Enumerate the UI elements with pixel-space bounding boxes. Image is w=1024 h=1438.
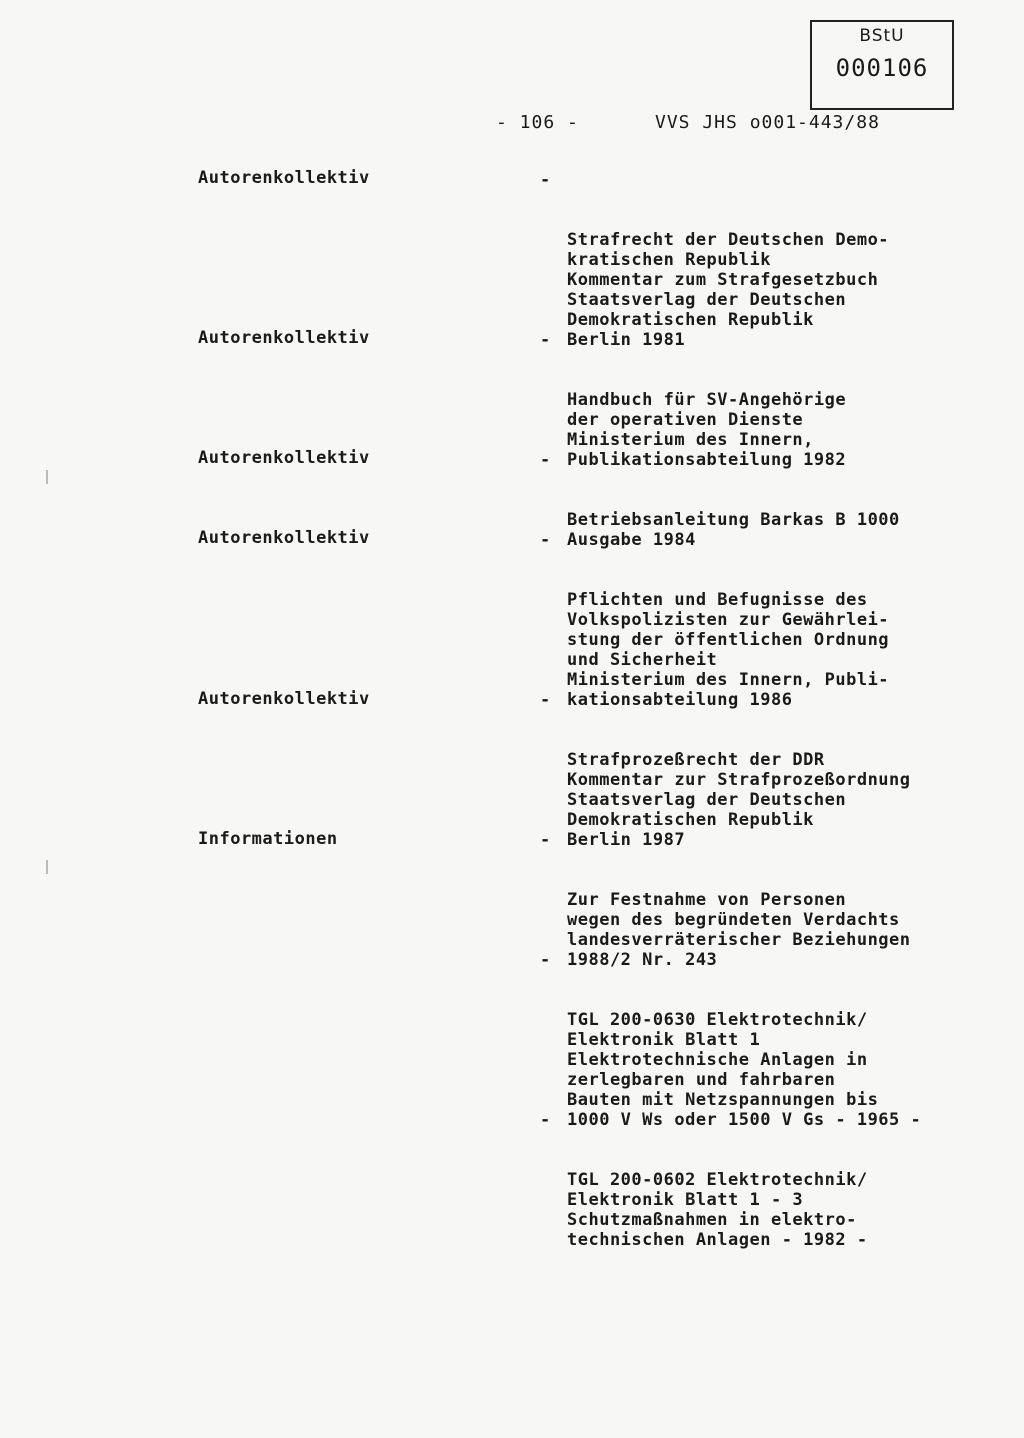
stamp-label: BStU (859, 26, 905, 46)
bibliography-text: Strafrecht der Deutschen Demo- kratischen Republik Kommentar zum Strafgesetzbuch Staatsverlag der Deutschen Demokratischen Republik Berlin 1981 (567, 230, 890, 350)
bibliography-author: Autorenkollektiv (198, 448, 370, 468)
entry-dash: - (540, 450, 551, 470)
bibliography-text: TGL 200-0630 Elektrotechnik/ Elektronik Blatt 1 Elektrotechnische Anlagen in zerlegbaren und fahrbaren Bauten mit Netzspannungen bis 1000 V Ws oder 1500 V Gs - 1965 - (567, 1010, 922, 1130)
margin-mark (46, 860, 48, 874)
bibliography-author: Autorenkollektiv (198, 328, 370, 348)
page-number: - 106 - (496, 112, 579, 133)
bibliography-text: Zur Festnahme von Personen wegen des begründeten Verdachts landesverräterischer Beziehungen 1988/2 Nr. 243 (567, 890, 911, 970)
bibliography-text: Handbuch für SV-Angehörige der operativen Dienste Ministerium des Innern, Publikationsabteilung 1982 (567, 390, 847, 470)
bibliography-author: Autorenkollektiv (198, 168, 370, 188)
archive-stamp (810, 20, 954, 110)
bibliography-entry (540, 1110, 868, 1270)
entry-dash: - (540, 1110, 551, 1130)
bibliography-author: Autorenkollektiv (198, 528, 370, 548)
document-reference: VVS JHS o001-443/88 (655, 112, 880, 133)
bibliography-text: Pflichten und Befugnisse des Volkspolizisten zur Gewährlei- stung der öffentlichen Ordnung und Sicherheit Ministerium des Innern, Publi- kationsabteilung 1986 (567, 590, 890, 710)
entry-dash: - (540, 950, 551, 970)
bibliography-author: Informationen (198, 829, 338, 849)
bibliography-author: Autorenkollektiv (198, 689, 370, 709)
bibliography-text: Strafprozeßrecht der DDR Kommentar zur Strafprozeßordnung Staatsverlag der Deutschen Demokratischen Republik Berlin 1987 (567, 750, 911, 850)
entry-dash: - (540, 530, 551, 550)
entry-dash: - (540, 330, 551, 350)
entry-dash: - (540, 170, 551, 190)
bibliography-text: Betriebsanleitung Barkas B 1000 Ausgabe 1984 (567, 510, 900, 550)
entry-dash: - (540, 690, 551, 710)
margin-mark (46, 470, 48, 484)
entry-dash: - (540, 830, 551, 850)
stamp-number: 000106 (835, 54, 929, 82)
bibliography-text: TGL 200-0602 Elektrotechnik/ Elektronik Blatt 1 - 3 Schutzmaßnahmen in elektro- technischen Anlagen - 1982 - (567, 1170, 868, 1250)
